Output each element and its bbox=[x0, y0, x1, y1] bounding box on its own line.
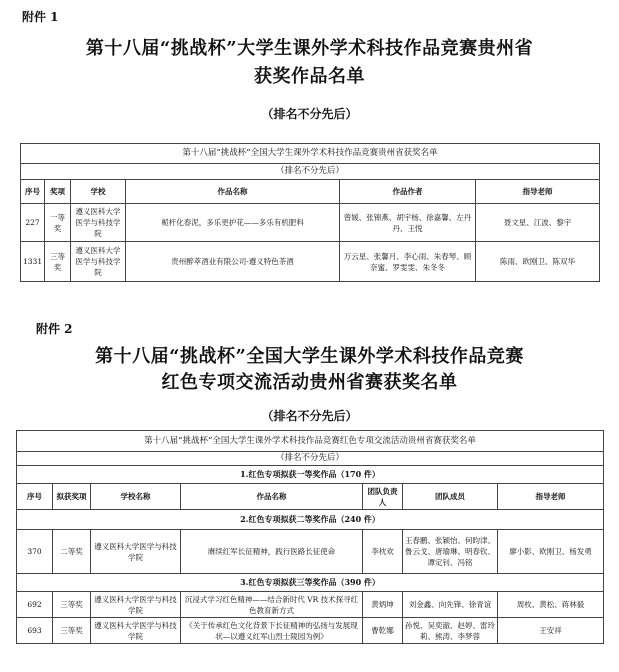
table-cell: 万云星、张馨月、李心雨、朱春琴、顾奈蜜、罗雯雯、朱冬冬 bbox=[340, 242, 476, 282]
table-row bbox=[17, 530, 604, 574]
table-cell: 一等奖 bbox=[45, 204, 71, 242]
header-cell: 团队成员 bbox=[403, 484, 498, 510]
table-cell: 陈雨、欧刚卫、陈双华 bbox=[476, 242, 600, 282]
header-cell: 指导老师 bbox=[498, 484, 604, 510]
annex-1-subtitle: （排名不分先后） bbox=[261, 107, 358, 121]
table-cell: 二等奖 bbox=[53, 530, 91, 574]
header-cell: 指导老师 bbox=[476, 180, 600, 204]
table-cell: 三等奖 bbox=[53, 618, 91, 644]
header-cell: 奖项 bbox=[45, 180, 71, 204]
annex-2-table bbox=[16, 430, 604, 644]
header-cell: 学校名称 bbox=[91, 484, 181, 510]
table-row bbox=[21, 242, 600, 282]
table-cell: 刘金鑫、向先锋、徐青谊 bbox=[403, 592, 498, 618]
table-cell: 赓续红军长征精神，践行医路长征使命 bbox=[181, 530, 363, 574]
table-cell: 遵义医科大学医学与科技学院 bbox=[91, 618, 181, 644]
section-heading-first-prize: 1.红色专项拟获一等奖作品（170 件） bbox=[17, 466, 604, 484]
annex-1-table-caption-sub: （排名不分先后） bbox=[21, 164, 600, 180]
table-cell: 遵义医科大学医学与科技学院 bbox=[91, 530, 181, 574]
table-cell: 曹乾娜 bbox=[363, 618, 403, 644]
table-cell: 遵义医科大学医学与科技学院 bbox=[71, 204, 126, 242]
annex-1-title-line-2: 获奖作品名单 bbox=[254, 66, 365, 87]
table-cell: 聂文星、江波、黎宇 bbox=[476, 204, 600, 242]
table-cell: 1331 bbox=[21, 242, 45, 282]
table-cell: 370 bbox=[17, 530, 53, 574]
table-cell: 沉浸式学习红色精神——结合新时代 VR 技术探寻红色教育新方式 bbox=[181, 592, 363, 618]
annex-1-table-caption: 第十八届“挑战杯”全国大学生课外学术科技作品竞赛贵州省获奖名单 bbox=[21, 144, 600, 164]
table-cell: 三等奖 bbox=[53, 592, 91, 618]
table-cell: 孙悦、吴奕澈、赵婷、雷玲莉、熊涛、李梦蓉 bbox=[403, 618, 498, 644]
header-cell: 作品作者 bbox=[340, 180, 476, 204]
annex-2-label: 附件 2 bbox=[36, 322, 73, 336]
table-cell: 遵义医科大学医学与科技学院 bbox=[91, 592, 181, 618]
header-cell: 拟获奖项 bbox=[53, 484, 91, 510]
header-cell: 序号 bbox=[21, 180, 45, 204]
table-header-row bbox=[17, 484, 604, 510]
table-cell: 李枕欢 bbox=[363, 530, 403, 574]
header-cell: 学校 bbox=[71, 180, 126, 204]
table-cell: 曾媛、张锦燕、胡宇杨、徐嘉馨、左丹丹、王悦 bbox=[340, 204, 476, 242]
annex-1-table bbox=[20, 143, 600, 282]
annex-2-title-line-2: 红色专项交流活动贵州省赛获奖名单 bbox=[161, 372, 458, 393]
annex-2-table-caption: 第十八届“挑战杯”全国大学生课外学术科技作品竞赛红色专项交流活动贵州省赛获奖名单 bbox=[17, 431, 604, 452]
annex-2-subtitle: （排名不分先后） bbox=[261, 409, 358, 423]
table-cell: 周枚、黄松、蒋林毅 bbox=[498, 592, 604, 618]
table-cell: 黄炳坤 bbox=[363, 592, 403, 618]
table-cell: 《关于传承红色文化背景下长征精神的弘扬与发展现状—以遵义红军山烈士陵园为例》 bbox=[181, 618, 363, 644]
table-row bbox=[21, 204, 600, 242]
table-cell: 三等奖 bbox=[45, 242, 71, 282]
table-cell: 廖小影、欧刚卫、杨发勇 bbox=[498, 530, 604, 574]
table-cell: 王春鹏、张颖怡、何昀津、鲁云戈、唐瑜琳、明春钦、谭定钊、冯铭 bbox=[403, 530, 498, 574]
table-cell: 693 bbox=[17, 618, 53, 644]
table-cell: 栀杆化春泥，多乐更护花——多乐有机肥料 bbox=[126, 204, 340, 242]
table-cell: 692 bbox=[17, 592, 53, 618]
table-cell: 贵州醉萃酒业有限公司-遵义特色茶酒 bbox=[126, 242, 340, 282]
table-cell: 王安祥 bbox=[498, 618, 604, 644]
annex-1-label: 附件 1 bbox=[22, 10, 59, 24]
table-row bbox=[17, 618, 604, 644]
section-heading-second-prize: 2.红色专项拟获二等奖作品（240 件） bbox=[17, 510, 604, 530]
table-row bbox=[17, 592, 604, 618]
header-cell: 团队负责人 bbox=[363, 484, 403, 510]
header-cell: 作品名称 bbox=[126, 180, 340, 204]
table-cell: 227 bbox=[21, 204, 45, 242]
annex-1-title-line-1: 第十八届“挑战杯”大学生课外学术科技作品竞赛贵州省 bbox=[85, 38, 534, 59]
table-header-row bbox=[21, 180, 600, 204]
section-heading-third-prize: 3.红色专项拟获三等奖作品（390 件） bbox=[17, 574, 604, 592]
annex-2-table-caption-sub: （排名不分先后） bbox=[17, 452, 604, 466]
header-cell: 序号 bbox=[17, 484, 53, 510]
annex-2-title-line-1: 第十八届“挑战杯”全国大学生课外学术科技作品竞赛 bbox=[95, 346, 524, 367]
table-cell: 遵义医科大学医学与科技学院 bbox=[71, 242, 126, 282]
header-cell: 作品名称 bbox=[181, 484, 363, 510]
